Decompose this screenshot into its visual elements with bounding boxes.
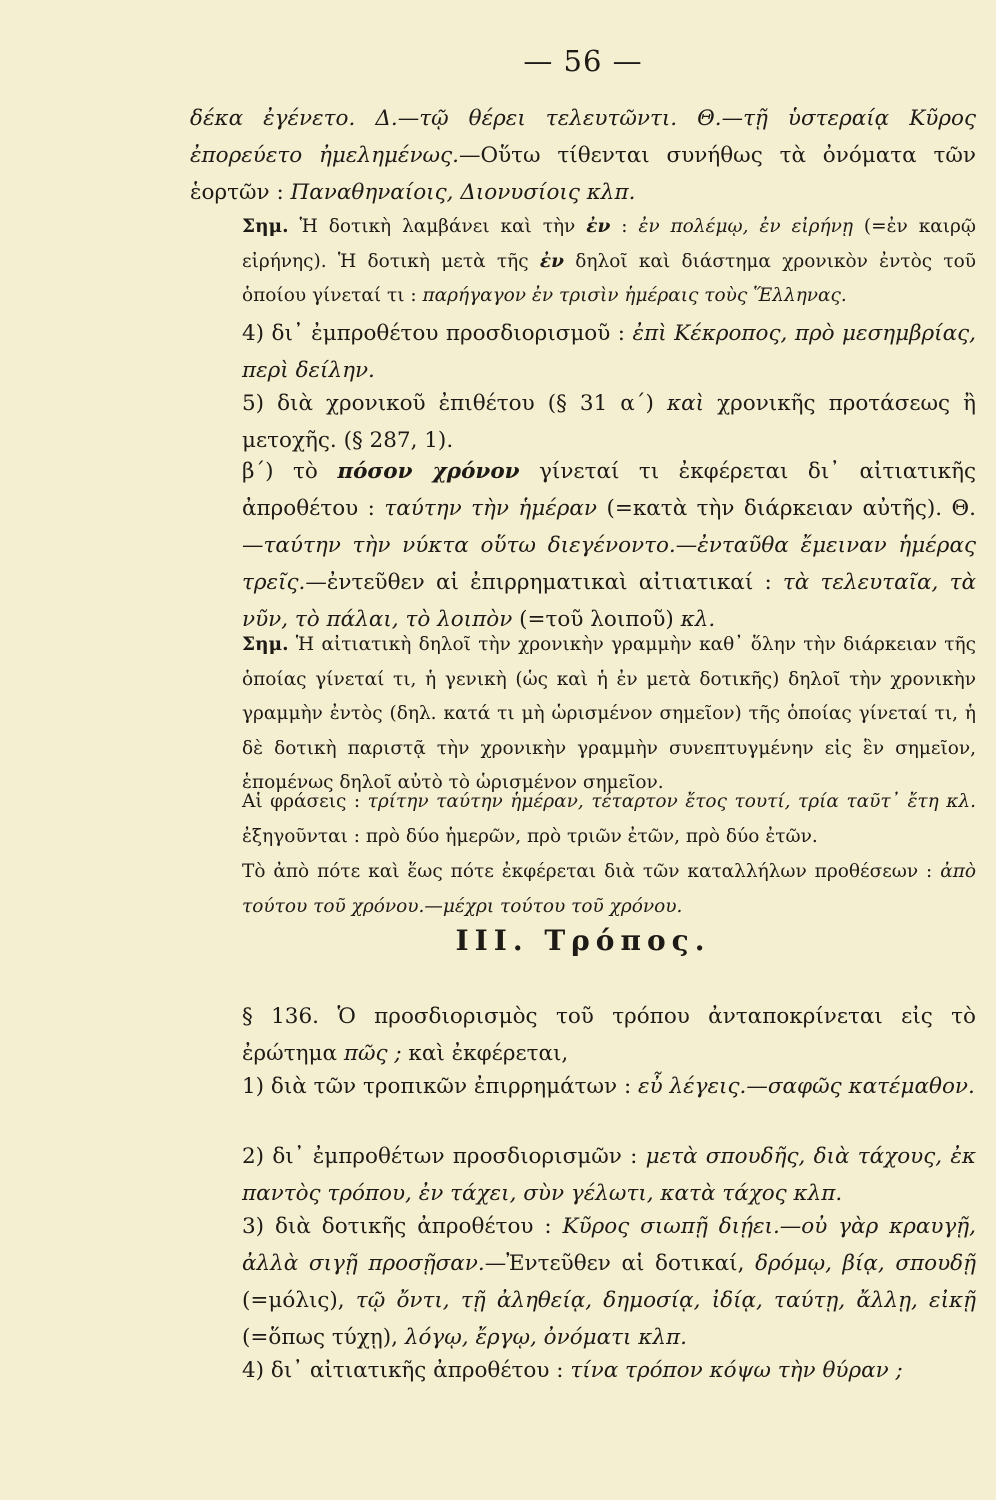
text-span: (=ἐν καιρῷ εἰρήνης). Ἡ δοτικὴ μετὰ τῆς xyxy=(242,216,976,272)
text-span: ἐν πολέμῳ, ἐν εἰρήνῃ xyxy=(638,216,853,237)
text-span: (=κατὰ τὴν διάρκειαν αὐτῆς). Θ. — xyxy=(242,496,977,558)
text-span: πῶς ; xyxy=(343,1041,402,1066)
note-label: Σημ. xyxy=(242,216,289,237)
text-line: ἐπορεύετο ἠμελημένως. xyxy=(190,143,459,168)
text-span: ταύτην τὴν ἡμέραν xyxy=(384,496,598,521)
paragraph-item-1 xyxy=(190,1068,976,1105)
paragraph-examples-dative xyxy=(190,100,976,211)
note-dative-en xyxy=(190,210,976,314)
section-heading: III. Τρόπος. xyxy=(455,924,711,957)
text-span: Ἡ δοτικὴ λαμβάνει καὶ τὴν xyxy=(288,216,587,237)
text-span: δρόμῳ, βίᾳ, σπουδῇ xyxy=(755,1251,976,1276)
text-span: λόγῳ, ἔργῳ, ὀνόματι κλπ. xyxy=(404,1325,687,1350)
note-from-until xyxy=(190,855,976,924)
text-span: τίνα τρόπον κόψω τὴν θύραν ; xyxy=(570,1358,903,1383)
text-span: 1) διὰ τῶν τροπικῶν ἐπιρρημάτων : xyxy=(242,1074,639,1099)
paragraph-beta xyxy=(190,453,976,638)
text-line: δέκα ἐγένετο. Δ.—τῷ θέρει τελευτῶντι. Θ.—τῇ ὑστεραίᾳ Κῦρος xyxy=(190,106,976,131)
text-span: ἐπὶ Κέκροπος, πρὸ μεσημβρίας, περὶ δείλην. xyxy=(242,321,976,383)
text-span: Κῦρος σιωπῇ διῄει.—οὐ γὰρ κραυγῇ, ἀλλὰ σιγῇ προσῇσαν. xyxy=(242,1214,977,1276)
text-span: § 136. Ὁ προσδιορισμὸς τοῦ τρόπου ἀνταποκρίνεται εἰς τὸ ἐρώτημα xyxy=(242,1004,976,1066)
text-line: ἑορτῶν : xyxy=(190,180,291,205)
text-span: πόσον χρόνον xyxy=(337,459,520,484)
text-span: καὶ xyxy=(666,391,705,416)
text-span: κλ. xyxy=(680,607,716,632)
note-phrases xyxy=(190,785,976,854)
text-span: 4) δι᾽ αἰτιατικῆς ἀπροθέτου : xyxy=(242,1358,571,1383)
text-span: 3) διὰ δοτικῆς ἀπροθέτου : xyxy=(242,1214,563,1239)
text-span: γίνεταί τι ἐκφέρεται δι᾽ αἰτιατικῆς ἀπροθέτου : xyxy=(242,459,976,521)
text-span: 5) διὰ χρονικοῦ ἐπιθέτου (§ 31 α΄) xyxy=(242,391,667,416)
text-span: : xyxy=(610,216,639,237)
text-span: παρήγαγον ἐν τρισὶν ἡμέραις τοὺς Ἕλληνας. xyxy=(422,285,847,306)
text-span: μετὰ σπουδῆς, διὰ τάχους, ἐκ παντὸς τρόπου, ἐν τάχει, σὺν γέλωτι, κατὰ τάχος κλπ. xyxy=(242,1144,976,1206)
paragraph-item-4-manner xyxy=(190,1352,976,1389)
text-span: (=μόλις), xyxy=(242,1288,356,1313)
text-span: (=τοῦ λοιποῦ) xyxy=(512,607,681,632)
text-span: Αἱ φράσεις : xyxy=(242,791,368,812)
text-line: Παναθηναίοις, Διονυσίοις κλπ. xyxy=(290,180,636,205)
text-span: Ἡ αἰτιατικὴ δηλοῖ τὴν χρονικὴν γραμμὴν καθ᾽ ὅλην τὴν διάρκειαν τῆς ὁποίας γίνεταί τι, ἡ γενικὴ (ὡς καὶ ἡ ἐν μετὰ δοτικῆς) δηλοῖ τὴν χρονικὴν γραμμὴν ἐντὸς (δηλ. κατά τι μὴ ὡρισμένον σημεῖον) τῆς ὁποίας γίνεταί τι, ἡ δὲ δοτικὴ παριστᾷ τὴν χρονικὴν γραμμὴν συνεπτυγμένην εἰς ἓν σημεῖον, ἑπομένως δηλοῖ αὐτὸ τὸ ὡρισμένον σημεῖον. xyxy=(242,634,976,793)
text-span: εὖ λέγεις.—σαφῶς κατέμαθον. xyxy=(638,1074,975,1099)
paragraph-item-3 xyxy=(190,1208,976,1356)
text-span: β΄) τὸ xyxy=(242,459,338,484)
text-span: ἐν xyxy=(539,250,564,272)
text-span: τρίτην ταύτην ἡμέραν, τέταρτον ἔτος τουτί, τρία ταῦτ᾽ ἔτη κλ. xyxy=(367,791,976,812)
text-span: δηλοῖ καὶ διάστημα χρονικὸν ἐντὸς τοῦ ὁποίου γίνεταί τι : xyxy=(242,250,976,306)
text-line: —Οὕτω τίθενται συνήθως τὰ ὀνόματα τῶν xyxy=(458,143,976,168)
text-span: ἀπὸ τούτου τοῦ χρόνου.—μέχρι τούτου τοῦ χρόνου. xyxy=(242,861,976,917)
text-span: —ἐντεῦθεν αἱ ἐπιρρηματικαὶ αἰτιατικαί : xyxy=(305,570,783,595)
text-span: ταύτην τὴν νύκτα οὕτω διεγένοντο.—ἐνταῦθα ἔμειναν ἡμέρας τρεῖς. xyxy=(242,533,976,595)
page-number: — 56 — xyxy=(523,44,643,78)
paragraph-item-4 xyxy=(190,315,976,389)
text-span: χρονικῆς προτάσεως ἢ μετοχῆς. (§ 287, 1). xyxy=(242,391,977,453)
text-span: Τὸ ἀπὸ πότε καὶ ἕως πότε ἐκφέρεται διὰ τῶν καταλλήλων προθέσεων : xyxy=(242,861,941,882)
text-span: καὶ ἐκφέρεται, xyxy=(401,1041,569,1066)
note-label: Σημ. xyxy=(242,634,289,655)
text-span: 2) δι᾽ ἐμπροθέτων προσδιορισμῶν : xyxy=(242,1144,646,1169)
paragraph-136 xyxy=(190,998,976,1072)
text-span: ἐν xyxy=(586,216,611,237)
paragraph-item-2 xyxy=(190,1138,976,1212)
paragraph-item-5 xyxy=(190,385,976,459)
text-span: (=ὅπως τύχῃ), xyxy=(242,1325,405,1350)
text-span: τὰ τελευταῖα, τὰ νῦν, τὸ πάλαι, τὸ λοιπὸν xyxy=(242,570,976,632)
note-accusative xyxy=(190,628,976,801)
text-span: τῷ ὄντι, τῇ ἀληθείᾳ, δημοσίᾳ, ἰδίᾳ, ταύτῃ, ἄλλῃ, εἰκῇ xyxy=(355,1288,976,1313)
text-span: ἐξηγοῦνται : πρὸ δύο ἡμερῶν, πρὸ τριῶν ἐτῶν, πρὸ δύο ἐτῶν. xyxy=(242,825,818,847)
text-span: —Ἐντεῦθεν αἱ δοτικαί, xyxy=(484,1251,756,1276)
text-span: 4) δι᾽ ἐμπροθέτου προσδιορισμοῦ : xyxy=(242,321,633,346)
